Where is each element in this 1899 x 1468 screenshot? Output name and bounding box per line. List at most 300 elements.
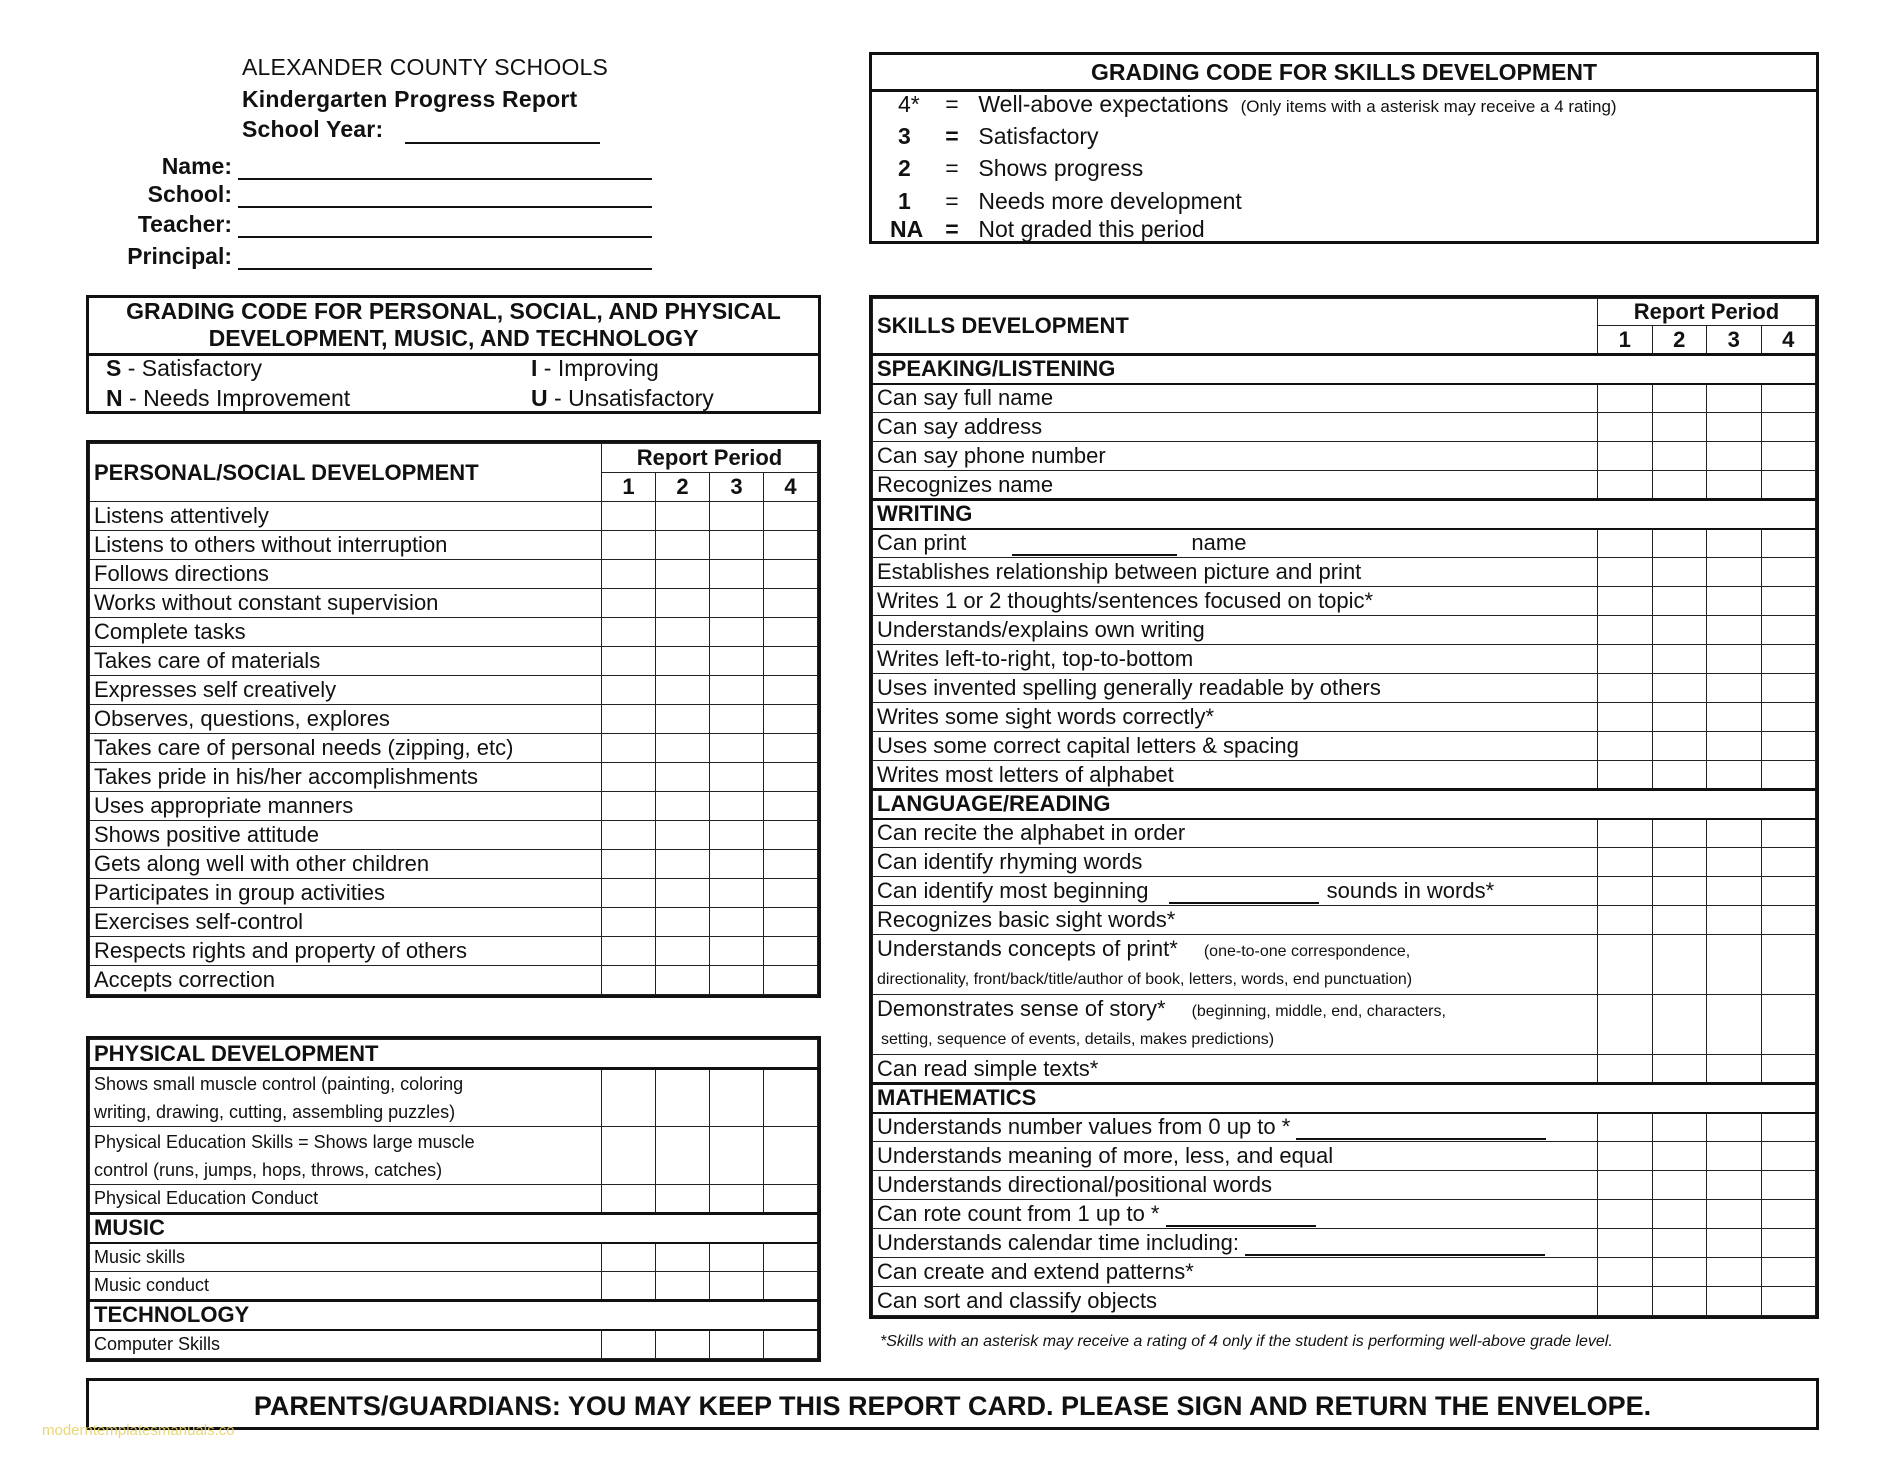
grade-cell[interactable] [602,1069,656,1127]
grade-cell[interactable] [1761,1229,1816,1258]
grade-cell[interactable] [710,850,764,879]
grade-cell[interactable] [1761,703,1816,732]
grade-cell[interactable] [1761,1287,1816,1316]
grade-cell[interactable] [1598,587,1653,616]
grade-cell[interactable] [764,792,818,821]
school-field[interactable] [238,206,652,208]
grade-cell[interactable] [710,937,764,966]
grade-cell[interactable] [602,618,656,647]
grade-cell[interactable] [1598,995,1653,1055]
table-row: Computer Skills [90,1330,818,1359]
grade-cell[interactable] [656,1243,710,1272]
grade-cell[interactable] [1652,1142,1707,1171]
grade-cell[interactable] [764,1185,818,1214]
row-label: Can say full name [873,384,1598,413]
table-row [873,732,1816,761]
table-row: Music skills [90,1243,818,1272]
grade-cell[interactable] [1761,732,1816,761]
grade-cell[interactable] [656,966,710,995]
table-row: Understands number values from 0 up to * [873,1113,1816,1142]
grade-cell[interactable] [1598,1287,1653,1316]
grade-cell[interactable] [1598,1229,1653,1258]
principal-label: Principal: [127,243,232,269]
table-row [90,676,818,705]
grade-cell[interactable] [602,589,656,618]
grade-cell[interactable] [1598,1142,1653,1171]
technology-title: TECHNOLOGY [90,1301,818,1330]
grade-cell[interactable] [1761,616,1816,645]
grade-cell[interactable] [710,763,764,792]
grade-cell[interactable] [602,676,656,705]
speaking-listening-title: SPEAKING/LISTENING [873,355,1816,384]
rote-count-blank[interactable] [1166,1205,1316,1227]
grade-cell[interactable] [1598,877,1653,906]
grade-cell[interactable] [1761,645,1816,674]
grade-cell[interactable] [1707,1229,1762,1258]
row-label: Uses invented spelling generally readable by others [873,674,1598,703]
grade-cell[interactable] [1707,703,1762,732]
table-row: Understands directional/positional words [873,1171,1816,1200]
grade-cell[interactable] [1598,935,1653,995]
teacher-field[interactable] [238,236,652,238]
table-row [873,384,1816,413]
grade-cell[interactable] [1652,761,1707,790]
principal-field[interactable] [238,268,652,270]
row-label: Complete tasks [90,618,602,647]
grade-cell[interactable] [1652,674,1707,703]
grade-cell[interactable] [1707,935,1762,995]
table-row [90,647,818,676]
row-label: Takes pride in his/her accomplishments [90,763,602,792]
grade-cell[interactable] [1598,819,1653,848]
grade-cell[interactable] [602,821,656,850]
grade-cell[interactable] [710,908,764,937]
skills-code-row-4: 4* = Well-above expectations (Only items with a asterisk may receive a 4 rating) [898,91,1617,117]
grade-cell[interactable] [1707,761,1762,790]
grade-cell[interactable] [656,705,710,734]
table-row [90,937,818,966]
grade-cell[interactable] [764,734,818,763]
grade-cell[interactable] [764,560,818,589]
grade-cell[interactable] [1707,906,1762,935]
grade-cell[interactable] [656,502,710,531]
grade-cell[interactable] [710,647,764,676]
grade-cell[interactable] [656,879,710,908]
grade-cell[interactable] [1761,877,1816,906]
grade-cell[interactable] [602,1272,656,1301]
grade-cell[interactable] [1598,413,1653,442]
grade-cell[interactable] [1707,1287,1762,1316]
grade-cell[interactable] [1652,848,1707,877]
grade-cell[interactable] [1652,877,1707,906]
grade-cell[interactable] [710,676,764,705]
grade-cell[interactable] [1652,1287,1707,1316]
grade-cell[interactable] [1652,616,1707,645]
skills-code-row-3: 3 = Satisfactory [898,123,1099,149]
beginning-blank[interactable] [1169,882,1319,904]
grade-cell[interactable] [1652,558,1707,587]
grade-cell[interactable] [764,1243,818,1272]
grade-cell[interactable] [1707,442,1762,471]
grade-cell[interactable] [1598,1055,1653,1084]
grade-cell[interactable] [1761,906,1816,935]
grade-cell[interactable] [1707,1258,1762,1287]
grade-cell[interactable] [656,647,710,676]
table-row [90,879,818,908]
row-label: Uses appropriate manners [90,792,602,821]
grade-cell[interactable] [1707,616,1762,645]
grade-cell[interactable] [764,618,818,647]
grade-cell[interactable] [1707,587,1762,616]
grade-cell[interactable] [1707,819,1762,848]
code-n: N - Needs Improvement [106,385,351,411]
grade-cell[interactable] [1652,1171,1707,1200]
grade-cell[interactable] [764,1272,818,1301]
grade-cell[interactable] [1707,1200,1762,1229]
grade-cell[interactable] [1598,558,1653,587]
row-label: Gets along well with other children [90,850,602,879]
grade-cell[interactable] [710,734,764,763]
table-row: Can print name [873,529,1816,558]
grade-cell[interactable] [764,1069,818,1127]
number-value-blank[interactable] [1296,1118,1546,1140]
grade-cell[interactable] [710,589,764,618]
row-label: Writes 1 or 2 thoughts/sentences focused on topic* [873,587,1598,616]
grade-cell[interactable] [1652,645,1707,674]
grade-cell[interactable] [1598,1200,1653,1229]
grade-cell[interactable] [1598,442,1653,471]
personal-social-title: PERSONAL/SOCIAL DEVELOPMENT [90,444,602,502]
grade-cell[interactable] [1652,703,1707,732]
grade-cell[interactable] [1707,1171,1762,1200]
grade-cell[interactable] [602,502,656,531]
grade-cell[interactable] [710,560,764,589]
grade-cell[interactable] [710,792,764,821]
table-row: Demonstrates sense of story* (beginning, middle, end, characters, setting, sequence of events, details, makes predictions) [873,995,1816,1055]
grade-cell[interactable] [764,676,818,705]
table-row [873,587,1816,616]
grade-cell[interactable] [1707,995,1762,1055]
table-row: Can rote count from 1 up to * [873,1200,1816,1229]
grade-cell[interactable] [1761,413,1816,442]
grade-cell[interactable] [1707,558,1762,587]
code-u: U - Unsatisfactory [531,385,714,411]
grade-cell[interactable] [1761,995,1816,1055]
grade-cell[interactable] [1652,529,1707,558]
row-label: Expresses self creatively [90,676,602,705]
physical-title: PHYSICAL DEVELOPMENT [90,1040,818,1069]
grade-cell[interactable] [1761,529,1816,558]
grade-cell[interactable] [1707,471,1762,500]
grade-cell[interactable] [764,821,818,850]
grade-cell[interactable] [764,647,818,676]
grade-cell[interactable] [1598,906,1653,935]
grade-cell[interactable] [602,908,656,937]
grade-cell[interactable] [1761,674,1816,703]
table-row: Understands meaning of more, less, and equal [873,1142,1816,1171]
grade-cell[interactable] [764,763,818,792]
table-row [90,821,818,850]
grade-cell[interactable] [1652,471,1707,500]
grade-cell[interactable] [656,937,710,966]
grade-cell[interactable] [1652,935,1707,995]
grade-cell[interactable] [1761,558,1816,587]
grade-cell[interactable] [1707,1142,1762,1171]
asterisk-footnote: *Skills with an asterisk may receive a rating of 4 only if the student is performing well-above grade level. [880,1333,1613,1350]
row-label: Follows directions [90,560,602,589]
table-row [90,966,818,995]
row-label: Understands/explains own writing [873,616,1598,645]
row-label: Takes care of materials [90,647,602,676]
skills-grading-code-box [869,52,1819,244]
grade-cell[interactable] [1598,384,1653,413]
grade-cell[interactable] [1761,1142,1816,1171]
grade-cell[interactable] [710,1185,764,1214]
grade-cell[interactable] [1761,1113,1816,1142]
grade-cell[interactable] [1598,645,1653,674]
grade-cell[interactable] [1761,471,1816,500]
grade-cell[interactable] [602,763,656,792]
skills-code-row-1: 1 = Needs more development [898,188,1242,214]
name-label: Name: [161,153,232,179]
grade-cell[interactable] [1598,703,1653,732]
row-label: Recognizes name [873,471,1598,500]
grade-cell[interactable] [710,1127,764,1185]
parents-notice: PARENTS/GUARDIANS: YOU MAY KEEP THIS REPORT CARD. PLEASE SIGN AND RETURN THE ENVELOPE. [253,1391,1652,1421]
grade-cell[interactable] [764,879,818,908]
grade-cell[interactable] [656,1330,710,1359]
table-row [873,616,1816,645]
grade-cell[interactable] [656,1127,710,1185]
table-row [90,560,818,589]
grade-cell[interactable] [710,821,764,850]
grade-cell[interactable] [710,705,764,734]
grade-cell[interactable] [1761,935,1816,995]
grade-cell[interactable] [764,937,818,966]
grade-cell[interactable] [1598,761,1653,790]
grade-cell[interactable] [602,531,656,560]
grade-cell[interactable] [602,560,656,589]
grade-cell[interactable] [1707,674,1762,703]
grade-cell[interactable] [656,1185,710,1214]
school-year-label: School Year: [242,116,384,142]
grade-cell[interactable] [1598,1113,1653,1142]
grade-cell[interactable] [1598,616,1653,645]
grade-cell[interactable] [1707,645,1762,674]
table-row [873,645,1816,674]
grade-cell[interactable] [710,502,764,531]
grade-cell[interactable] [1761,761,1816,790]
grade-cell[interactable] [656,850,710,879]
grade-cell[interactable] [710,531,764,560]
grade-cell[interactable] [764,966,818,995]
row-label: Participates in group activities [90,879,602,908]
table-row [90,850,818,879]
grade-cell[interactable] [710,1330,764,1359]
grade-cell[interactable] [710,1069,764,1127]
grade-cell[interactable] [602,1243,656,1272]
row-label: Uses some correct capital letters & spacing [873,732,1598,761]
grade-cell[interactable] [1652,732,1707,761]
grade-cell[interactable] [764,1127,818,1185]
grade-cell[interactable] [1598,1171,1653,1200]
grade-cell[interactable] [602,705,656,734]
district-name: ALEXANDER COUNTY SCHOOLS [242,54,609,80]
parents-notice-box [86,1378,1819,1430]
grade-cell[interactable] [1598,848,1653,877]
grade-cell[interactable] [1761,587,1816,616]
grade-cell[interactable] [1707,1055,1762,1084]
table-row: Physical Education Conduct [90,1185,818,1214]
table-row: Can identify most beginning sounds in words* [873,877,1816,906]
grade-cell[interactable] [710,618,764,647]
grade-cell[interactable] [1652,995,1707,1055]
grade-cell[interactable] [1598,1258,1653,1287]
grade-cell[interactable] [764,502,818,531]
table-row [90,763,818,792]
grade-cell[interactable] [1652,1200,1707,1229]
skills-code-row-na: NA = Not graded this period [890,216,1205,242]
grade-cell[interactable] [1652,1229,1707,1258]
grade-cell[interactable] [1707,529,1762,558]
row-label: Observes, questions, explores [90,705,602,734]
grade-cell[interactable] [1652,819,1707,848]
skills-code-row-2: 2 = Shows progress [898,155,1144,181]
grade-cell[interactable] [1652,1258,1707,1287]
grade-cell[interactable] [710,966,764,995]
grade-cell[interactable] [1707,1113,1762,1142]
skills-report-period-label: Report Period [1598,299,1816,326]
grade-cell[interactable] [764,705,818,734]
code-i: I - Improving [531,355,659,381]
row-label: Takes care of personal needs (zipping, etc) [90,734,602,763]
grade-cell[interactable] [1652,413,1707,442]
grade-cell[interactable] [764,531,818,560]
grade-cell[interactable] [1707,877,1762,906]
row-label: Writes most letters of alphabet [873,761,1598,790]
grade-cell[interactable] [602,966,656,995]
grade-cell[interactable] [656,763,710,792]
grade-cell[interactable] [602,792,656,821]
grade-cell[interactable] [656,618,710,647]
grade-cell[interactable] [1761,848,1816,877]
grade-cell[interactable] [656,531,710,560]
grade-cell[interactable] [602,879,656,908]
table-row: Understands calendar time including: [873,1229,1816,1258]
table-row [90,792,818,821]
grade-cell[interactable] [602,647,656,676]
grade-cell[interactable] [1761,1171,1816,1200]
grade-cell[interactable] [1761,1055,1816,1084]
grade-cell[interactable] [656,560,710,589]
grade-cell[interactable] [1598,674,1653,703]
grade-cell[interactable] [1761,1258,1816,1287]
table-row: Recognizes basic sight words* [873,906,1816,935]
row-label: Exercises self-control [90,908,602,937]
table-row: Can sort and classify objects [873,1287,1816,1316]
grade-cell[interactable] [1598,732,1653,761]
row-label: Writes some sight words correctly* [873,703,1598,732]
grade-cell[interactable] [602,850,656,879]
row-label: Can say phone number [873,442,1598,471]
grade-cell[interactable] [710,1243,764,1272]
grade-cell[interactable] [656,1069,710,1127]
grade-cell[interactable] [764,1330,818,1359]
grade-cell[interactable] [710,1272,764,1301]
grade-cell[interactable] [656,908,710,937]
calendar-blank[interactable] [1245,1234,1545,1256]
table-row [873,703,1816,732]
school-year-field[interactable] [405,142,600,144]
grade-cell[interactable] [1707,384,1762,413]
grade-cell[interactable] [602,734,656,763]
grade-cell[interactable] [1761,442,1816,471]
music-title: MUSIC [90,1214,818,1243]
row-label: Writes left-to-right, top-to-bottom [873,645,1598,674]
grade-cell[interactable] [1652,1055,1707,1084]
grade-cell[interactable] [1652,442,1707,471]
grade-cell[interactable] [1652,1113,1707,1142]
print-blank[interactable] [1012,534,1177,556]
grade-cell[interactable] [656,821,710,850]
grade-cell[interactable] [1761,819,1816,848]
grade-cell[interactable] [1652,906,1707,935]
grade-cell[interactable] [602,937,656,966]
table-row [873,558,1816,587]
table-row: Understands concepts of print* (one-to-one correspondence, directionality, front/back/title/author of book, letters, words, end punctuation) [873,935,1816,995]
row-label: Listens to others without interruption [90,531,602,560]
table-row: Can read simple texts* [873,1055,1816,1084]
personal-social-table: PERSONAL/SOCIAL DEVELOPMENT Report Period 1 2 3 4 Listens attentively Listens to others without interruption Follows directions Works without constant supervision Complete tasks Takes care of materials Expresses self creatively Observes, questions, explores Takes care of personal needs (zipping, etc) Takes pride in his/her accomplishments Uses appropriate manners Shows positive attitude Gets along well with other children Participates in group activities Exercises self-control Respects rights and property of others Accepts correction [86,440,821,998]
grade-cell[interactable] [656,676,710,705]
grade-cell[interactable] [1761,384,1816,413]
grade-cell[interactable] [602,1185,656,1214]
physical-music-technology-table [86,1036,821,1362]
skills-grading-code-title: GRADING CODE FOR SKILLS DEVELOPMENT [872,55,1816,92]
grade-cell[interactable] [656,734,710,763]
mathematics-title: MATHEMATICS [873,1084,1816,1113]
grade-cell[interactable] [656,792,710,821]
row-label: Works without constant supervision [90,589,602,618]
grade-cell[interactable] [656,589,710,618]
name-field[interactable] [238,178,652,180]
grade-cell[interactable] [1707,732,1762,761]
grade-cell[interactable] [1598,471,1653,500]
grade-cell[interactable] [710,879,764,908]
row-label: Establishes relationship between picture and print [873,558,1598,587]
table-row [90,618,818,647]
grade-cell[interactable] [602,1330,656,1359]
table-row [90,734,818,763]
row-label: Respects rights and property of others [90,937,602,966]
report-name: Kindergarten Progress Report [242,86,578,112]
grade-cell[interactable] [1652,587,1707,616]
grade-cell[interactable] [764,850,818,879]
grade-cell[interactable] [1652,384,1707,413]
grade-cell[interactable] [764,908,818,937]
grade-cell[interactable] [656,1272,710,1301]
personal-grading-code-title-2: DEVELOPMENT, MUSIC, AND TECHNOLOGY [208,325,699,351]
grade-cell[interactable] [602,1127,656,1185]
grade-cell[interactable] [1707,413,1762,442]
skills-development-title: SKILLS DEVELOPMENT [873,299,1598,355]
table-row: Can recite the alphabet in order [873,819,1816,848]
grade-cell[interactable] [764,589,818,618]
grade-cell[interactable] [1707,848,1762,877]
grade-cell[interactable] [1598,529,1653,558]
table-row: Can create and extend patterns* [873,1258,1816,1287]
grade-cell[interactable] [1761,1200,1816,1229]
